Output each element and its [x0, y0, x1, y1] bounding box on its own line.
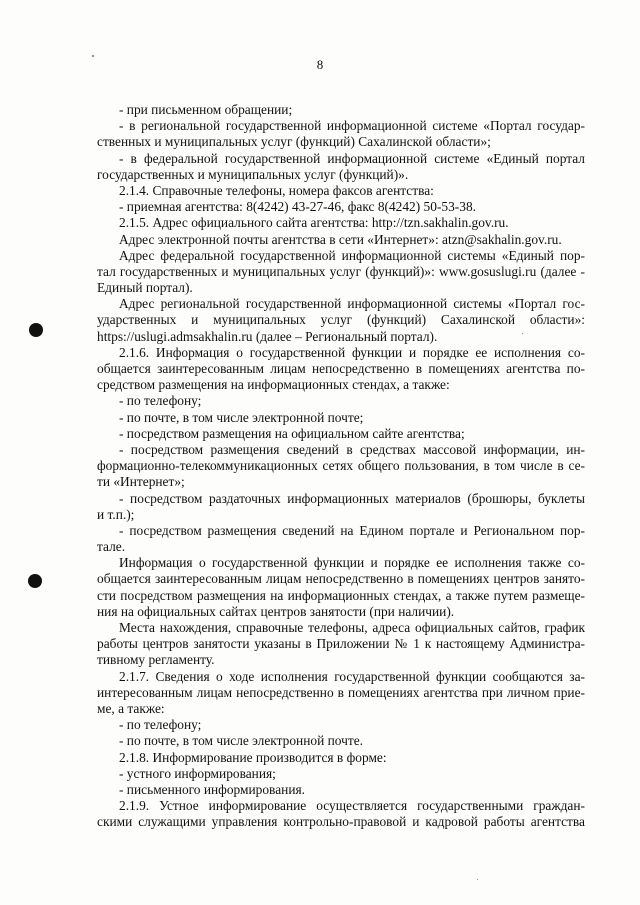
text-line: формационно-телекоммуникационных сетях общего пользования, в том числе в се- — [97, 458, 585, 474]
text-line: 2.1.9. Устное информирование осуществляется государственными граждан- — [119, 798, 585, 814]
text-line: 2.1.6. Информация о государственной функции и порядке ее исполнения со- — [119, 344, 585, 360]
text-line: общается заинтересованным лицам непосредственно в помещениях центров занято- — [97, 571, 585, 587]
text-line: ударственных и муниципальных услуг (функций) Сахалинской области»: — [97, 312, 585, 328]
text-line: https://uslugi.admsakhalin.ru (далее – Региональный портал). — [97, 328, 438, 344]
text-line: - при письменном обращении; — [119, 102, 293, 117]
text-line: - по почте, в том числе электронной почте. — [119, 733, 363, 749]
scan-speck — [477, 879, 478, 880]
text-line: и т.п.); — [97, 506, 135, 522]
text-line: - посредством размещения на официальном сайте агентства; — [119, 425, 465, 441]
text-line: - посредством размещения сведений в средствах массовой информации, ин- — [119, 441, 585, 457]
text-line: - устного информирования; — [119, 765, 276, 781]
document-content — [97, 102, 585, 830]
text-line: - посредством размещения сведений на Едином портале и Региональном пор- — [119, 522, 585, 538]
text-line: Единый портал). — [97, 280, 193, 296]
text-line: - по телефону; — [119, 717, 202, 733]
text-line: - в федеральной государственной информационной системе «Единый портал — [119, 150, 585, 166]
text-line: Адрес федеральной государственной информационной системы «Единый пор- — [119, 247, 585, 263]
text-line: - приемная агентства: 8(4242) 43-27-46, факс 8(4242) 50-53-38. — [119, 199, 476, 215]
text-line: интересованным лицам непосредственно в помещениях агентства при личном прие- — [97, 684, 585, 700]
text-line: ния на официальных сайтах центров занятости (при наличии). — [97, 603, 455, 619]
text-line: ти «Интернет»; — [97, 474, 185, 490]
text-line: - в региональной государственной информационной системе «Портал государ- — [119, 118, 585, 134]
punch-hole-mark — [29, 323, 43, 337]
text-line: Места нахождения, справочные телефоны, адреса официальных сайтов, график — [119, 620, 585, 635]
punch-hole-mark — [28, 574, 42, 588]
text-line: работы центров занятости указаны в Приложении № 1 к настоящему Администра- — [97, 636, 585, 652]
text-line: скими служащими управления контрольно-правовой и кадровой работы агентства — [97, 814, 585, 830]
text-line: - по почте, в том числе электронной почте; — [119, 409, 364, 425]
text-line: - посредством раздаточных информационных материалов (брошюры, буклеты — [119, 490, 585, 506]
text-line: тале. — [97, 539, 126, 555]
text-line: 2.1.4. Справочные телефоны, номера факсов агентства: — [119, 182, 434, 198]
text-line: Информация о государственной функции и порядке ее исполнения также со- — [119, 555, 585, 571]
text-line: - по телефону; — [119, 393, 202, 409]
scan-speck — [92, 55, 94, 57]
text-line: сти посредством размещения на информационных стендах, а также путем размеще- — [97, 587, 585, 603]
text-line: 2.1.7. Сведения о ходе исполнения государственной функции сообщаются за- — [119, 668, 585, 684]
text-line: ме, а также: — [97, 700, 165, 716]
text-line: - письменного информирования. — [119, 781, 305, 797]
text-line: Адрес региональной государственной информационной системы «Портал гос- — [119, 296, 585, 312]
page-number: 8 — [316, 57, 324, 72]
text-line: 2.1.8. Информирование производится в форме: — [119, 749, 387, 765]
text-line: государственных и муниципальных услуг (функций)». — [97, 166, 409, 182]
text-line: тивному регламенту. — [97, 652, 215, 668]
text-line: ственных и муниципальных услуг (функций) Сахалинской области»; — [97, 134, 491, 150]
text-line: общается заинтересованным лицам непосредственно в помещениях агентства по- — [97, 361, 585, 376]
text-line: 2.1.5. Адрес официального сайта агентства: http://tzn.sakhalin.gov.ru. — [119, 215, 509, 231]
text-line: Адрес электронной почты агентства в сети «Интернет»: atzn@sakhalin.gov.ru. — [119, 231, 562, 247]
text-line: тал государственных и муниципальных услуг (функций)»: www.gosuslugi.ru (далее - — [97, 263, 585, 279]
text-line: средством размещения на информационных стендах, а также: — [97, 377, 450, 393]
